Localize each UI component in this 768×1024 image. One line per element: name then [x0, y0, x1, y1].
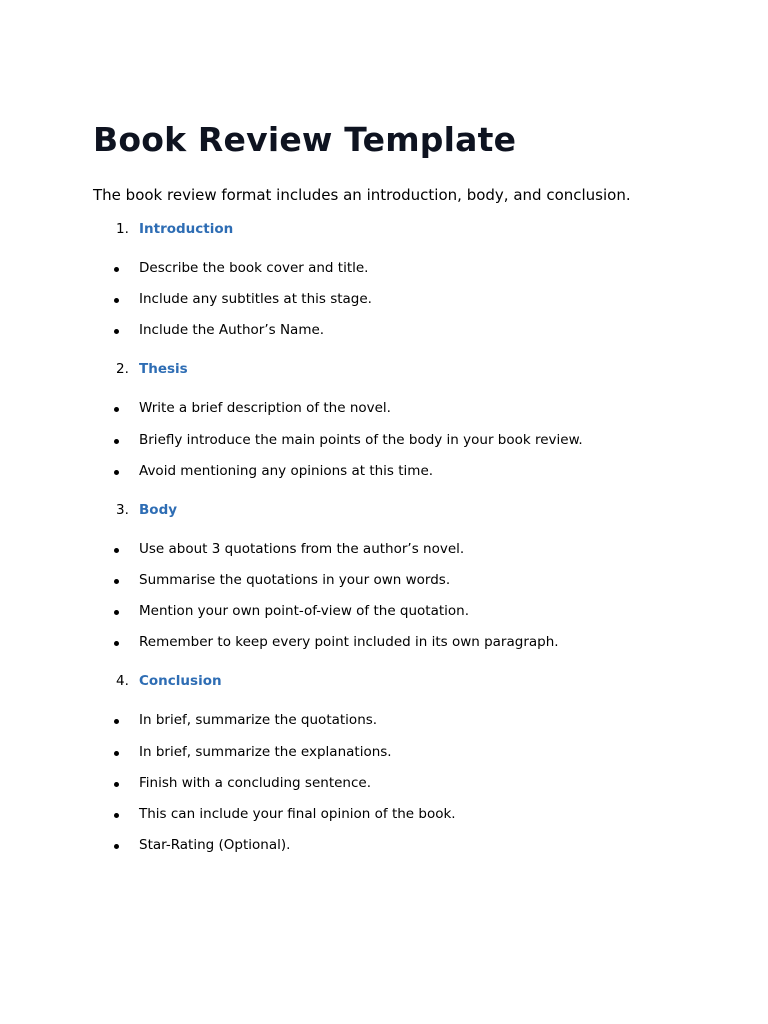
- bullet-icon: [114, 641, 119, 646]
- bullet-icon: [114, 439, 119, 444]
- bullet-icon: [114, 298, 119, 303]
- list-item-text: Remember to keep every point included in its own paragraph.: [139, 634, 559, 651]
- section-label: Thesis: [139, 361, 188, 378]
- bullet-list: [93, 710, 713, 855]
- list-item-text: Include any subtitles at this stage.: [139, 291, 372, 308]
- section-thesis: [93, 359, 713, 480]
- list-item-text: In brief, summarize the quotations.: [139, 712, 378, 729]
- page-title: Book Review Template: [93, 120, 517, 159]
- list-item-text: Briefly introduce the main points of the body in your book review.: [139, 431, 583, 448]
- list-item-text: Summarise the quotations in your own words.: [139, 571, 451, 588]
- list-item: [93, 804, 713, 824]
- list-item-text: Use about 3 quotations from the author’s novel.: [139, 540, 465, 557]
- bullet-list: [93, 539, 713, 653]
- bullet-icon: [114, 267, 119, 272]
- section-introduction: [93, 219, 713, 340]
- bullet-icon: [114, 844, 119, 849]
- list-item-text: This can include your final opinion of the book.: [139, 805, 456, 822]
- intro-paragraph: The book review format includes an introduction, body, and conclusion.: [93, 186, 631, 204]
- list-item-text: Mention your own point-of-view of the quotation.: [139, 603, 470, 620]
- list-item-text: Describe the book cover and title.: [139, 260, 369, 276]
- bullet-icon: [114, 329, 119, 334]
- list-item: [93, 461, 713, 481]
- list-item-text: Include the Author’s Name.: [139, 322, 325, 339]
- section-number: 1.: [116, 221, 129, 237]
- section-number: 2.: [116, 361, 129, 378]
- list-item: [93, 773, 713, 793]
- bullet-icon: [114, 782, 119, 787]
- list-item: [93, 430, 713, 450]
- list-item-text: Avoid mentioning any opinions at this time.: [139, 462, 434, 479]
- list-item-text: In brief, summarize the explanations.: [139, 743, 392, 760]
- section-heading: [93, 500, 713, 520]
- section-body: [93, 500, 713, 653]
- list-item-text: Finish with a concluding sentence.: [139, 774, 371, 791]
- list-item: [93, 398, 713, 418]
- document-page: [93, 118, 713, 874]
- bullet-icon: [114, 719, 119, 724]
- bullet-icon: [114, 610, 119, 615]
- sections-list: [93, 219, 713, 855]
- bullet-icon: [114, 548, 119, 553]
- list-item: [93, 742, 713, 762]
- list-item: [93, 835, 713, 855]
- section-label: Conclusion: [139, 673, 222, 690]
- list-item: [93, 289, 713, 309]
- bullet-icon: [114, 579, 119, 584]
- list-item: [93, 601, 713, 621]
- bullet-list: [93, 258, 713, 340]
- list-item: [93, 632, 713, 652]
- list-item: [93, 320, 713, 340]
- section-heading: [93, 219, 713, 239]
- section-number: 4.: [116, 673, 129, 690]
- list-item-text: Write a brief description of the novel.: [139, 400, 391, 417]
- list-item-text: Star-Rating (Optional).: [139, 837, 291, 854]
- list-item: [93, 539, 713, 559]
- section-number: 3.: [116, 501, 129, 518]
- bullet-list: [93, 398, 713, 480]
- section-heading: [93, 671, 713, 691]
- section-conclusion: [93, 671, 713, 855]
- bullet-icon: [114, 407, 119, 412]
- list-item: [93, 258, 713, 278]
- bullet-icon: [114, 751, 119, 756]
- section-heading: [93, 359, 713, 379]
- section-label: Introduction: [139, 221, 234, 237]
- section-label: Body: [139, 501, 178, 518]
- bullet-icon: [114, 813, 119, 818]
- list-item: [93, 710, 713, 730]
- list-item: [93, 570, 713, 590]
- bullet-icon: [114, 470, 119, 475]
